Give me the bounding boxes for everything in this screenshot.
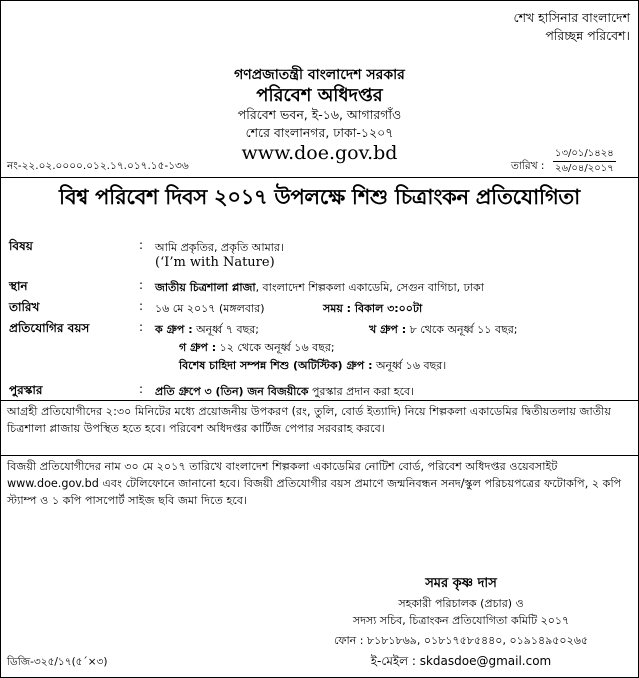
group-kha xyxy=(369,321,518,340)
subject-value: আমি প্রকৃতির, প্রকৃতি আমার। xyxy=(155,241,284,254)
address-line-1: পরিবেশ ভবন, ই-১৬, আগারগাঁও xyxy=(237,107,402,122)
divider xyxy=(1,400,638,401)
group-special xyxy=(179,357,446,376)
website-link[interactable]: www.doe.gov.bd xyxy=(241,142,398,164)
group-special-value: অনূর্ধ্ব ১৬ বছর। xyxy=(372,359,447,372)
group-kha-label: খ গ্রুপ : xyxy=(369,323,407,336)
prize-label: পুরস্কার xyxy=(9,383,43,397)
government-name: গণপ্রজাতন্ত্রী বাংলাদেশ সরকার xyxy=(234,67,405,83)
colon: : xyxy=(139,299,144,313)
group-ka-label: ক গ্রুপ : xyxy=(155,323,193,336)
date-label: তারিখ : xyxy=(511,160,545,172)
divider xyxy=(1,177,638,178)
memo-reference: নং-২২.০২.০০০০.০১২.১৭.০১৭.১৫-১৩৬ xyxy=(7,160,189,172)
divider xyxy=(1,455,638,456)
signatory-title-1: সহকারী পরিচালক (প্রচার) ও xyxy=(398,597,524,610)
subject-english: (‘I’m with Nature) xyxy=(155,255,275,270)
signatory-phone: ফোন : ৮১৮১৮৬৯, ০১৮১৭৫৮৫৪৪০, ০১৯১৪৯৫০২৬৫ xyxy=(333,634,589,647)
address-line-2: শেরে বাংলানগর, ঢাকা-১২০৭ xyxy=(245,125,394,140)
signatory-name: সমর কৃষ্ণ দাস xyxy=(425,576,497,591)
winners-paragraph: বিজয়ী প্রতিযোগীদের নাম ৩০ মে ২০১৭ তারিখে বাংলাদেশ শিল্পকলা একাডেমির নোটিশ বোর্ড, পরিবেশ অধিদপ্তর ওয়েবসাইট www.doe.gov.bd এবং টেলিফোনে জানানো হবে। বিজয়ী প্রতিযোগীর বয়স প্রমাণে জন্মনিবন্ধন সনদ/স্কুল পরিচয়পত্রের ফটোকপি, ২ কপি স্ট্যাম্প ও ১ কপি পাসপোর্ট সাইজ ছবি জমা দিতে হবে। xyxy=(7,460,622,507)
group-ga-label: গ গ্রুপ : xyxy=(179,341,217,354)
group-ka-value: অনূর্ধ্ব ৭ বছর; xyxy=(192,323,260,336)
instructions-paragraph: আগ্রহী প্রতিযোগীদের ২:৩০ মিনিটের মধ্যে প্রয়োজনীয় উপকরণ (রং, তুলি, বোর্ড ইত্যাদি) নিয়ে শিল্পকলা একাডেমির দ্বিতীয়তলায় জাতীয় চিত্রশালা প্লাজায় উপস্থিত হতে হবে। পরিবেশ অধিদপ্তর কার্টিজ পেপার সরবরাহ করবে। xyxy=(7,405,611,435)
signatory-email[interactable]: ই-মেইল : skdasdoe@gmail.com xyxy=(370,654,552,668)
slogan xyxy=(514,9,631,45)
colon: : xyxy=(139,320,144,334)
group-ga xyxy=(179,339,335,358)
venue-name: জাতীয় চিত্রশালা প্লাজা xyxy=(155,281,256,294)
venue-label: স্থান xyxy=(9,279,28,293)
event-time: সময় : বিকাল ৩:০০টা xyxy=(323,302,423,315)
slogan-line-2: পরিচ্ছন্ন পরিবেশ। xyxy=(545,28,630,43)
department-name: পরিবেশ অধিদপ্তর xyxy=(256,85,383,106)
venue-rest: , বাংলাদেশ শিল্পকলা একাডেমি, সেগুন বাগিচা, ঢাকা xyxy=(255,281,484,294)
age-label: প্রতিযোগির বয়স xyxy=(9,321,90,335)
prize-rest: পুরস্কার প্রদান করা হবে। xyxy=(308,385,415,398)
footer-code: ডিজি-৩২৫/১৭(৫´×৩) xyxy=(7,656,108,668)
colon: : xyxy=(139,238,144,252)
event-date-value: ১৬ মে ২০১৭ (মঙ্গলবার) xyxy=(155,302,265,315)
group-special-label: বিশেষ চাহিদা সম্পন্ন শিশু (অটিস্টিক) গ্রুপ : xyxy=(179,359,373,372)
event-date-label: তারিখ xyxy=(9,300,40,314)
group-ga-value: ১২ থেকে অনূর্ধ্ব ১৬ বছর; xyxy=(216,341,335,354)
group-kha-value: ৮ থেকে অনূর্ধ্ব ১১ বছর; xyxy=(406,323,518,336)
notice-headline: বিশ্ব পরিবেশ দিবস ২০১৭ উপলক্ষে শিশু চিত্রাংকন প্রতিযোগিতা xyxy=(59,185,580,209)
colon: : xyxy=(139,382,144,396)
slogan-line-1: শেখ হাসিনার বাংলাদেশ xyxy=(513,10,630,25)
venue-value xyxy=(155,279,484,298)
prize-bold: প্রতি গ্রুপে ৩ (তিন) জন বিজয়ীকে xyxy=(155,385,309,398)
date-bangla: ১৩/০১/১৪২৪ xyxy=(553,147,616,162)
colon: : xyxy=(139,278,144,292)
memo-date xyxy=(553,147,616,176)
signatory-title-2: সদস্য সচিব, চিত্রাংকন প্রতিযোগিতা কমিটি ২০১৭ xyxy=(352,614,570,627)
date-english: ২৬/০৪/২০১৭ xyxy=(555,163,614,174)
group-ka xyxy=(155,321,259,340)
subject-label: বিষয় xyxy=(9,239,33,253)
